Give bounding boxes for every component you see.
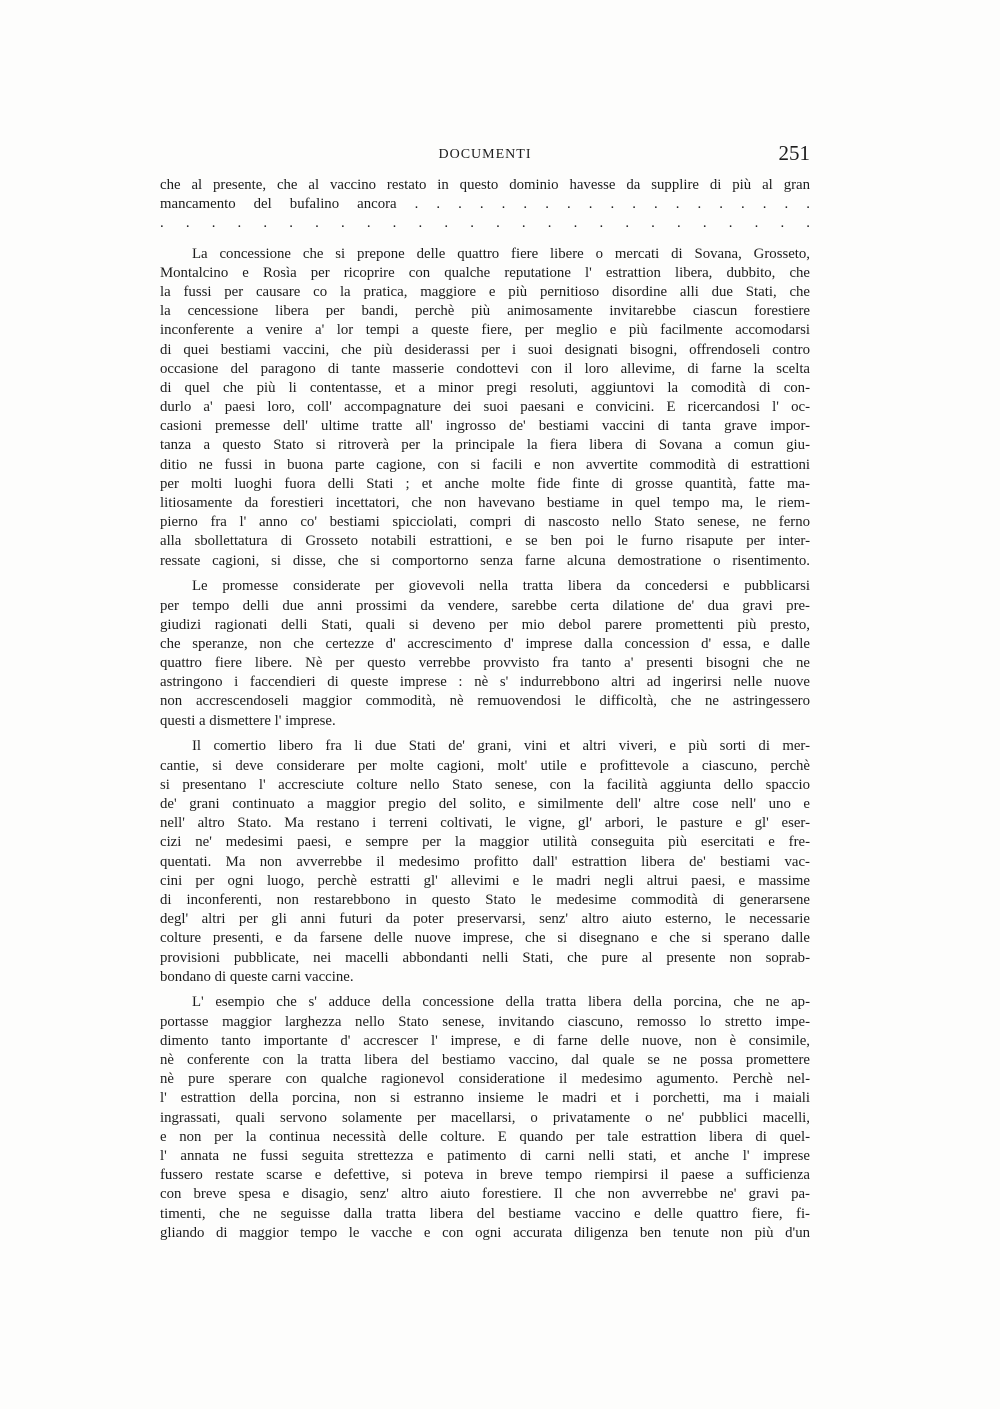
text-line: con breve spesa e disagio, senz' altro aiuto forestiere. Il che non avverrebbe ne' gravi pa-	[160, 1186, 810, 1203]
text-line: La concessione che si prepone delle quattro fiere libere o mercati di Sovana, Grosseto,	[192, 245, 810, 262]
text-line: la fussi per causare co la pratica, maggiore e più pernitioso disordine alli due Stati, che	[160, 283, 810, 300]
text-line: dimento tanto importante d' accrescer l' imprese, e di farne delle nuove, non è consimile,	[160, 1032, 810, 1049]
paragraph-4	[160, 737, 810, 986]
text-line: astringono i faccendieri di queste imprese : nè s' indurrebbono altri ad ingerirsi nelle nuove	[160, 674, 810, 691]
paragraph-5	[160, 993, 810, 1242]
text-line: bondano di queste carni vaccine.	[160, 968, 354, 985]
running-title: DOCUMENTI	[438, 147, 532, 162]
text-line: mancamento del bufalino ancora . . . . . . . . . . . . . . . . . . .	[160, 196, 810, 213]
paragraph-2	[160, 245, 810, 571]
text-line: L' esempio che s' adduce della concessione della tratta libera della porcina, che ne ap-	[192, 994, 810, 1011]
text-line: l' annata ne fussi seguita strettezza e patimento di carni nelli stati, et anche l' imprese	[160, 1147, 810, 1164]
text-line: Le promesse considerate per giovevoli nella tratta libera da concedersi e pubblicarsi	[192, 578, 810, 595]
text-line: fussero restate scarse e defettive, si poteva in breve tempo riempirsi il paese a sufficienza	[160, 1167, 810, 1184]
paragraph-1	[160, 176, 810, 234]
text-line: si presentano l' accresciute colture nello Stato senese, con la facilità aggiunta dello spaccio	[160, 776, 810, 793]
text-line: che speranze, non che certezze d' accrescimento d' imprese dalla concession d' essa, e dalle	[160, 635, 810, 652]
text-line: quattro fiere libere. Nè per questo verrebbe provvisto fra tanto a' presenti bisogni che ne	[160, 655, 810, 672]
text-line: . . . . . . . . . . . . . . . . . . . . . . . . . .	[160, 215, 810, 232]
text-line: ditio ne fussi in buona parte cagione, con si facili e non avvertite commodità di estrattioni	[160, 456, 810, 473]
text-line: pierno fra l' anno co' bestiami spicciolati, compri di nascosto nello Stato senese, ne ferno	[160, 514, 810, 531]
text-line: di quei bestiami vaccini, che più desiderassi per i suoi designati bisogni, offrendoseli contro	[160, 341, 810, 358]
text-line: per tempo delli due anni prossimi da vendere, sarebbe certa dilatione de' dua gravi pre-	[160, 597, 810, 614]
running-head	[160, 141, 810, 167]
text-line: la cencessione libera per bandi, perchè più animosamente invitarebbe ciascun forestiere	[160, 303, 810, 320]
text-line: di inconferenti, non restarebbono in questo Stato le medesime commodità di generarsene	[160, 891, 810, 908]
text-line: quentati. Ma non avverrebbe il medesimo profitto dall' estrattion libera de' bestiami vac-	[160, 853, 810, 870]
text-line: durlo a' paesi loro, coll' accompagnature dei suoi paesani e convicini. E ricercandosi l' oc-	[160, 399, 810, 416]
text-line: nell' altro Stato. Ma restano i terreni coltivati, le vigne, gl' arbori, le pasture e gl' eser-	[160, 815, 810, 832]
text-line: nè pure sperare con qualche ragionevol consideratione il medesimo agumento. Perchè nel-	[160, 1071, 810, 1088]
text-line: casioni premesse dell' ultime tratte all' ingrosso de' bestiami vaccini di tanta grave impor-	[160, 418, 810, 435]
text-line: ingrassati, quali servono solamente per macellarsi, o privatamente o ne' pubblici macelli,	[160, 1109, 810, 1126]
text-line: l' estrattion della porcina, non si estranno insieme le madri et i porchetti, ma i maiali	[160, 1090, 810, 1107]
text-line: e non per la continua necessità delle colture. E quando per tale estrattion libera di quel-	[160, 1128, 810, 1145]
text-line: non accrescendoseli maggior commodità, nè remuovendosi le difficoltà, che ne astringessero	[160, 693, 810, 710]
text-line: questi a dismettere l' imprese.	[160, 712, 336, 729]
text-line: colture presenti, e da farsene delle nuove imprese, che si disegnano e che si sperano dalle	[160, 930, 810, 947]
text-line: tanza a questo Stato si ritroverà per la principale la fiera libera di Sovana a comun giu-	[160, 437, 810, 454]
text-line: timenti, che ne seguisse dalla tratta libera del bestiame vaccino e delle quattro fiere, fi-	[160, 1205, 810, 1222]
text-line: cizi ne' medesimi paesi, e sempre per la maggior utilità conseguita più esercitati e fre-	[160, 834, 810, 851]
text-line: provisioni pubblicate, nei macelli abbondanti nelli Stati, che pure al presente non soprab-	[160, 949, 810, 966]
text-line: gliando di maggior tempo le vacche e con ogni accurata diligenza ben tenute non più d'un	[160, 1224, 810, 1241]
text-line: Montalcino e Rosìa per ricoprire con qualche reputatione l' estrattion libera, dubbito, che	[160, 264, 810, 281]
paragraph-3	[160, 577, 810, 731]
text-line: de' grani continuato a maggior pregio del solito, e similmente dell' altre cose nell' uno e	[160, 796, 810, 812]
text-line: cini per ogni luogo, perchè estratti gl' allevimi e le madri negli altrui paesi, e massime	[160, 872, 810, 889]
body-text	[160, 176, 810, 1250]
text-line: ressate cagioni, si disse, che si comportorno senza farne alcuna demostratione o risentimento.	[160, 552, 810, 569]
text-line: di quel che più li contentasse, et a minor pregi resoluti, aggiuntovi la comodità di con-	[160, 379, 810, 396]
text-line: degl' altri per gli anni futuri da poter preservarsi, senz' altro aiuto esterno, le necessarie	[160, 911, 810, 928]
text-line: cantie, si deve considerare per molte cagioni, molt' utile e profittevole a ciascuno, perchè	[160, 757, 810, 774]
text-line: giudizi ragionati delli Stati, quali si deveno per mio debol parere promettenti più presto,	[160, 616, 810, 633]
text-line: nè conferente con la tratta libera del bestiamo vaccino, dal quale se ne possa promettere	[160, 1052, 810, 1069]
text-line: alla sbollettatura di Grosseto notabili estrattioni, e se ben poi le furno risapute per inter-	[160, 533, 810, 550]
text-line: litiosamente da forestieri incettatori, che non havevano bestiame in quel tempo ma, le riem-	[160, 495, 810, 511]
text-line: per molti luoghi fuora delli Stati ; et anche molte fide finte di grosse quantità, fatte ma-	[160, 475, 810, 492]
text-line: inconferente a venire a' lor tempi a queste fiere, per meglio e più facilmente accomodarsi	[160, 322, 810, 339]
text-line: portasse maggior larghezza nello Stato senese, invitando ciascuno, remosso lo stretto impe-	[160, 1013, 810, 1030]
page-number: 251	[778, 141, 810, 165]
text-line: Il comertio libero fra li due Stati de' grani, vini et altri viveri, e più sorti di mer-	[192, 738, 810, 755]
text-line: occasione del paragono di tante masserie condottevi con il loro allevime, di farne la scelta	[160, 360, 810, 377]
text-line: che al presente, che al vaccino restato in questo dominio havesse da supplire di più al gran	[160, 177, 810, 193]
